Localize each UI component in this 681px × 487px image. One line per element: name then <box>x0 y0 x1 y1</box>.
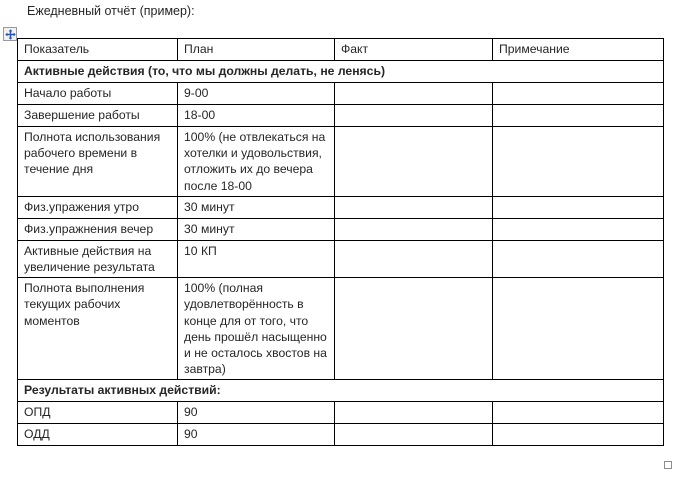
column-header-label: Факт <box>341 42 369 56</box>
cell-text: 30 минут <box>184 221 235 236</box>
daily-report-table <box>17 38 664 446</box>
cell-plan[interactable] <box>178 196 335 218</box>
cell-plan[interactable] <box>178 424 335 446</box>
cell-plan[interactable] <box>178 105 335 127</box>
cell-text: Физ.упражения утро <box>24 199 139 214</box>
cell-indicator <box>18 240 178 277</box>
cell-note[interactable] <box>493 278 664 380</box>
cell-text: 100% (полная удовлетворённость в конце для от того, что день прошёл насыщенно и не осталось хвостов на завтра) <box>184 281 327 377</box>
cell-note[interactable] <box>493 424 664 446</box>
cell-fact[interactable] <box>335 278 493 380</box>
cell-text: Физ.упражнения вечер <box>24 221 154 236</box>
column-header-label: Примечание <box>499 42 570 56</box>
column-header-note <box>493 39 664 61</box>
cell-fact[interactable] <box>335 240 493 277</box>
table-resize-handle[interactable] <box>664 461 672 469</box>
cell-fact[interactable] <box>335 402 493 424</box>
cell-fact[interactable] <box>335 424 493 446</box>
cell-indicator <box>18 196 178 218</box>
table-row <box>18 240 664 277</box>
cell-fact[interactable] <box>335 127 493 197</box>
section-title-label: Активные действия (то, что мы должны делать, не ленясь) <box>24 64 386 78</box>
cell-text: Полнота выполнения текущих рабочих моментов <box>24 281 145 328</box>
cell-fact[interactable] <box>335 105 493 127</box>
cell-text: 100% (не отвлекаться на хотелки и удовольствия, отложить их до вечера после 18-00 <box>184 130 326 193</box>
table-row <box>18 196 664 218</box>
cell-text: 30 минут <box>184 199 235 214</box>
cell-note[interactable] <box>493 83 664 105</box>
column-header-fact <box>335 39 493 61</box>
cell-note[interactable] <box>493 105 664 127</box>
table-body <box>18 39 664 446</box>
cell-indicator <box>18 105 178 127</box>
section-title-cell <box>18 61 664 83</box>
cell-indicator <box>18 83 178 105</box>
table-row <box>18 83 664 105</box>
cell-text: ОДД <box>24 427 50 442</box>
cell-indicator <box>18 278 178 380</box>
cell-text: 90 <box>184 427 198 442</box>
cell-text: Полнота использования рабочего времени в течение дня <box>24 130 161 177</box>
cell-text: 18-00 <box>184 108 216 122</box>
cell-note[interactable] <box>493 196 664 218</box>
cell-text: Завершение работы <box>24 108 140 122</box>
table-section-row <box>18 380 664 402</box>
section-title-label: Результаты активных действий: <box>24 383 221 398</box>
table-row <box>18 278 664 380</box>
cell-text: 10 КП <box>184 243 217 258</box>
cell-text: ОПД <box>24 405 51 420</box>
cell-note[interactable] <box>493 240 664 277</box>
table-move-handle[interactable] <box>3 27 17 41</box>
column-header-label: План <box>184 42 214 56</box>
cell-text: Начало работы <box>24 86 112 100</box>
cell-fact[interactable] <box>335 218 493 240</box>
cell-indicator <box>18 218 178 240</box>
cell-indicator <box>18 127 178 197</box>
cell-note[interactable] <box>493 127 664 197</box>
column-header-label: Показатель <box>24 42 90 56</box>
cell-plan[interactable] <box>178 83 335 105</box>
section-title-cell <box>18 380 664 402</box>
table-row <box>18 127 664 197</box>
cell-plan[interactable] <box>178 127 335 197</box>
table-row <box>18 105 664 127</box>
cell-text: 90 <box>184 405 198 420</box>
cell-text: 9-00 <box>184 86 209 100</box>
cell-plan[interactable] <box>178 278 335 380</box>
table-row <box>18 218 664 240</box>
table-section-row <box>18 61 664 83</box>
cell-plan[interactable] <box>178 240 335 277</box>
cell-note[interactable] <box>493 402 664 424</box>
table-row <box>18 402 664 424</box>
cell-plan[interactable] <box>178 402 335 424</box>
move-four-arrows-icon <box>5 29 16 40</box>
table-header-row <box>18 39 664 61</box>
column-header-indicator <box>18 39 178 61</box>
cell-fact[interactable] <box>335 196 493 218</box>
cell-note[interactable] <box>493 218 664 240</box>
document-title: Ежедневный отчёт (пример): <box>27 4 195 18</box>
cell-fact[interactable] <box>335 83 493 105</box>
cell-indicator <box>18 402 178 424</box>
table-row <box>18 424 664 446</box>
cell-indicator <box>18 424 178 446</box>
cell-plan[interactable] <box>178 218 335 240</box>
cell-text: Активные действия на увеличение результата <box>24 243 155 275</box>
column-header-plan <box>178 39 335 61</box>
